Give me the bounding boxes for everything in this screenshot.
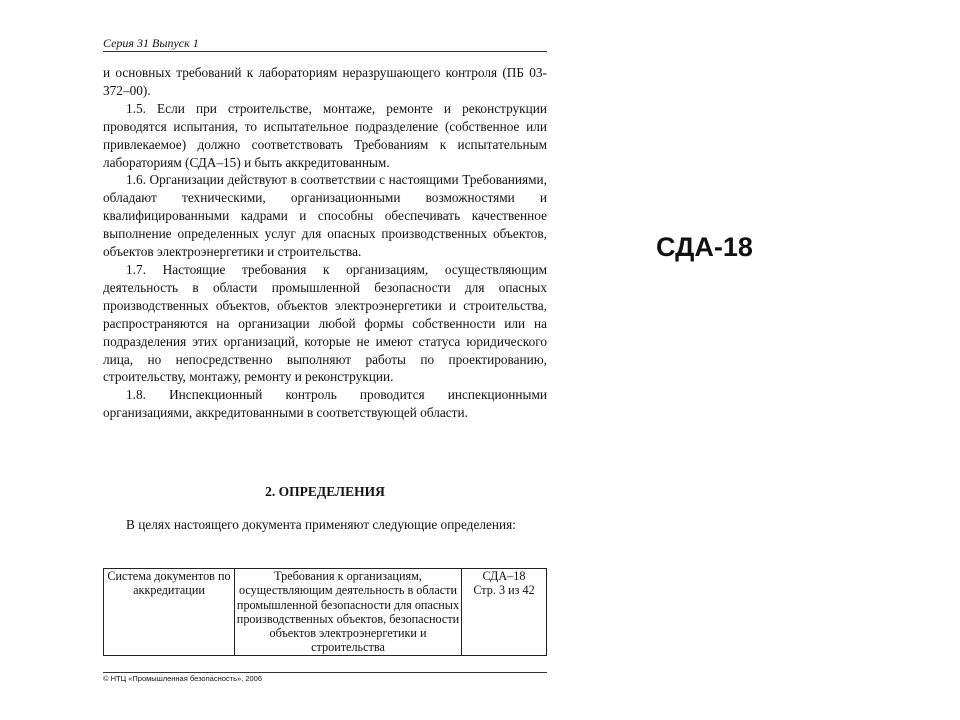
paragraph-1-8: 1.8. Инспекционный контроль проводится инспекционными организациями, аккредитованными в соответствующей области. — [103, 387, 547, 421]
section-title: 2. ОПРЕДЕЛЕНИЯ — [265, 484, 385, 499]
paragraph-1-5: 1.5. Если при строительстве, монтаже, ремонте и реконструкции проводятся испытания, то испытательное подразделение (собственное или привлекаемое) должно соответствовать Требованиям к испытательным лабораториям (СДА–15) и быть аккредитованным. — [103, 100, 547, 170]
stamp-system-cell: Система документов по аккредитации — [104, 569, 235, 656]
footer-copyright: © НТЦ «Промышленная безопасность», 2006 — [103, 672, 547, 685]
stamp-page: Стр. 3 из 42 — [473, 583, 535, 598]
stamp-title-cell: Требования к организациям, осуществляющим деятельность в области промышленной безопасности для опасных производственных объектов, безопасности объектов электроэнергетики и строительства — [235, 569, 462, 656]
paragraph-1-6: 1.6. Организации действуют в соответствии с настоящими Требованиями, обладают техническими, организационными возможностями и квалифицированными кадрами и способны обеспечивать качественное выполнение определенных услуг для опасных производственных объектов, объектов электроэнергетики и строительства. — [103, 172, 547, 260]
body-text — [103, 64, 547, 422]
paragraph-1-7: 1.7. Настоящие требования к организациям, осуществляющим деятельность в области промышленной безопасности для опасных производственных объектов, объектов электроэнергетики и строительства, распространяются на организации любой формы собственности или на подразделения этих организаций, которые не имеют статуса юридического лица, но непосредственно выполняют работы по проектированию, строительству, монтажу, ремонту и реконструкции. — [103, 261, 547, 385]
side-document-code: СДА-18 — [656, 232, 753, 262]
paragraph-1-4-end: и основных требований к лабораториям неразрушающего контроля (ПБ 03-372–00). — [103, 65, 547, 98]
running-header: Серия 31 Выпуск 1 — [103, 35, 547, 52]
stamp-code: СДА–18 — [482, 569, 526, 583]
document-stamp-table — [103, 568, 547, 656]
stamp-code-cell — [462, 569, 547, 656]
section-intro: В целях настоящего документа применяют следующие определения: — [126, 517, 516, 532]
stamp-row — [104, 569, 547, 656]
